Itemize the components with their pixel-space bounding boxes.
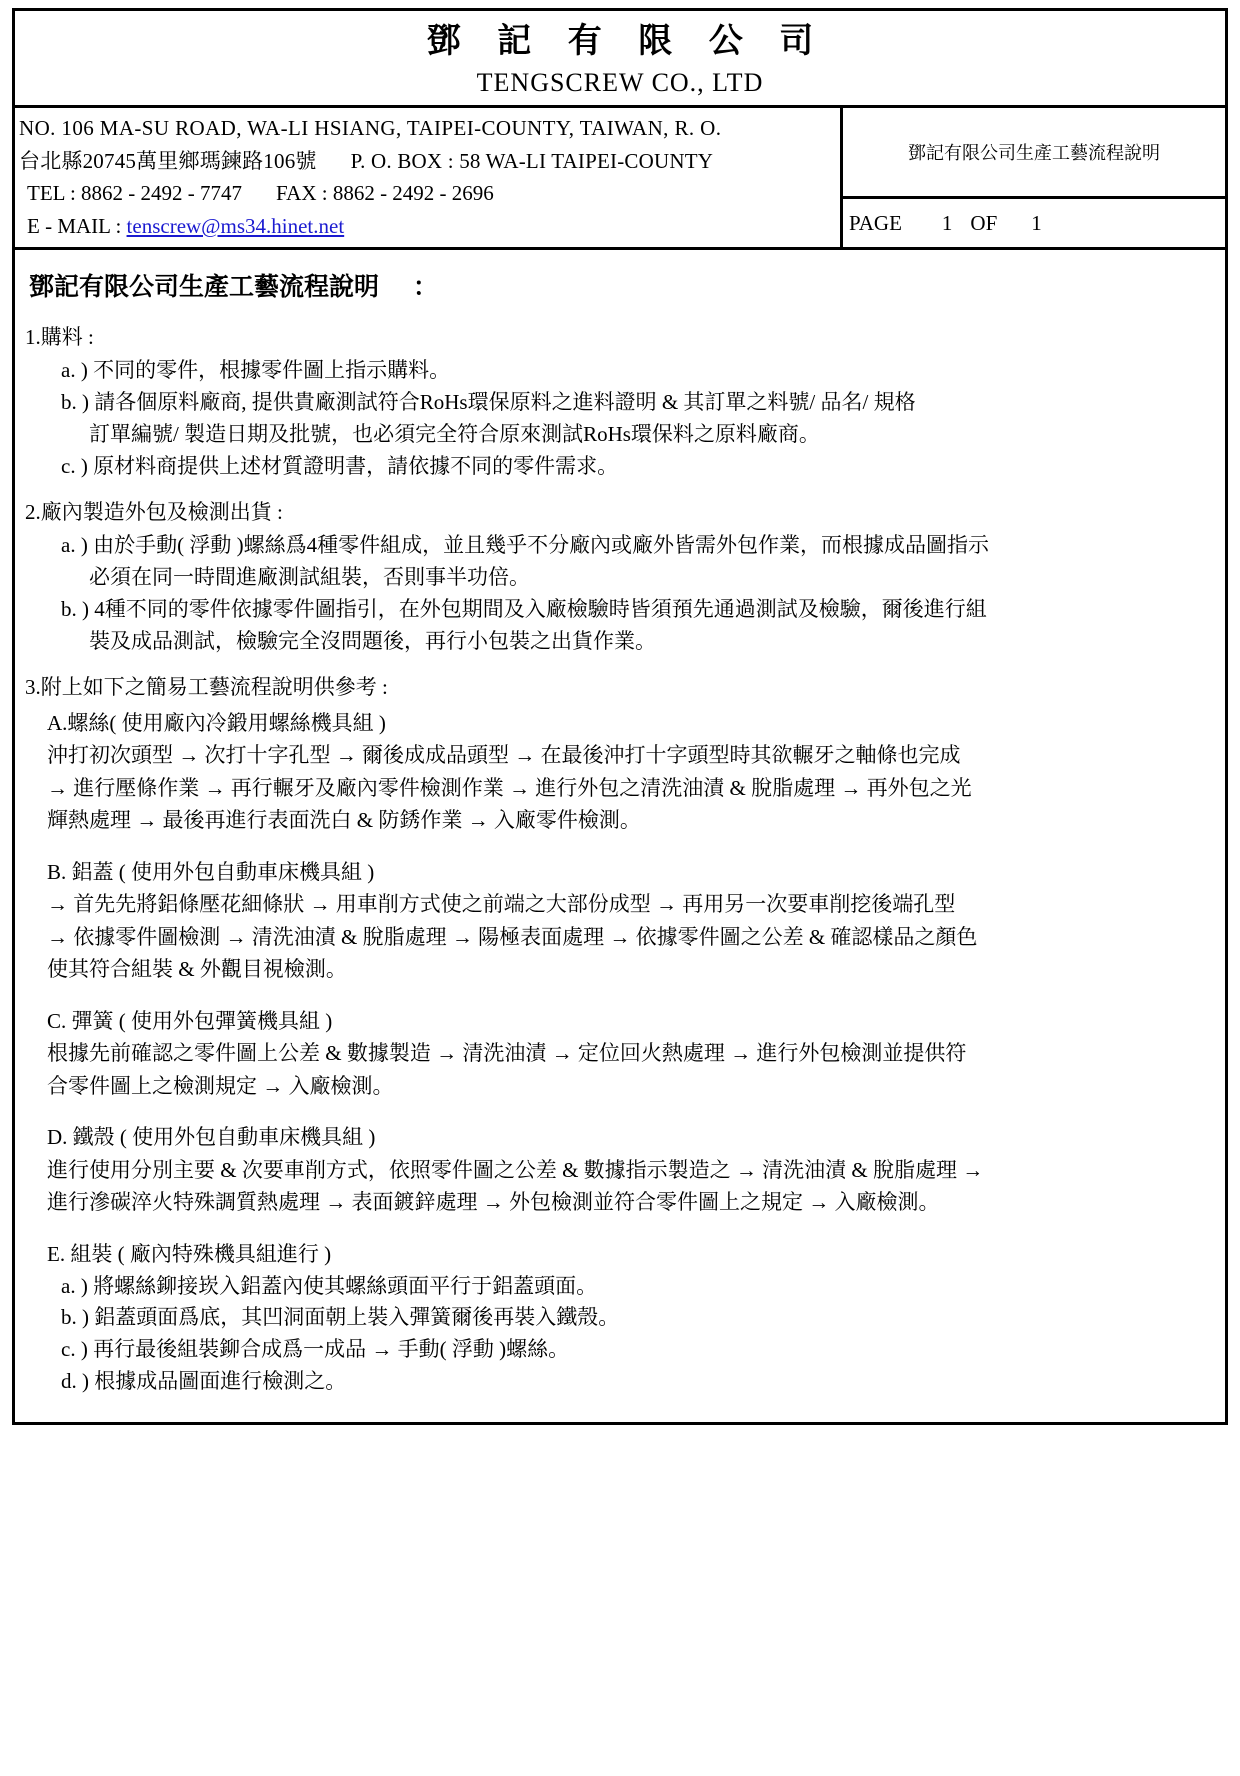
section-heading: 2.廠內製造外包及檢測出貨 : bbox=[25, 499, 283, 524]
group-heading-screw: A.螺絲( 使用廠內冷鍛用螺絲機具組 ) bbox=[47, 710, 386, 735]
po-box: P. O. BOX : 58 WA-LI TAIPEI-COUNTY bbox=[350, 148, 714, 173]
document-body bbox=[15, 250, 1225, 1422]
item-text: 請各個原料廠商, 提供貴廠測試符合RoHs環保原料之進料證明 & 其訂單之料號/ 品名/ 規格 bbox=[94, 390, 916, 415]
company-name-chinese: 鄧 記 有 限 公 司 bbox=[426, 23, 828, 60]
flow-line: 輝熱處理 → 最後再進行表面洗白 & 防銹作業 → 入廠零件檢測。 bbox=[47, 808, 641, 833]
section-heading: 1.購料 : bbox=[25, 324, 94, 349]
item-label: a. ) bbox=[61, 533, 88, 558]
item-label: b. ) bbox=[61, 390, 89, 415]
email-link[interactable]: tenscrew@ms34.hinet.net bbox=[126, 213, 345, 238]
flow-line: 沖打初次頭型 → 次打十字孔型 → 爾後成成品頭型 → 在最後沖打十字頭型時其欲輾牙之軸條也完成 bbox=[47, 743, 961, 768]
address-chinese: 台北縣20745萬里鄉瑪鍊路106號 bbox=[19, 148, 317, 173]
document-info-block bbox=[840, 108, 1225, 247]
item-text-continued: 裝及成品測試，檢驗完全沒問題後，再行小包裝之出貨作業。 bbox=[89, 629, 656, 654]
item-label: d. ) bbox=[61, 1369, 89, 1394]
item-label: c. ) bbox=[61, 454, 88, 479]
list-item bbox=[25, 1366, 1211, 1398]
item-label: b. ) bbox=[61, 597, 89, 622]
item-text: 將螺絲鉚接崁入鋁蓋內使其螺絲頭面平行于鋁蓋頭面。 bbox=[93, 1273, 598, 1298]
section-manufacturing bbox=[25, 497, 1211, 658]
item-text: 再行最後組裝鉚合成爲一成品 → 手動( 浮動 )螺絲。 bbox=[93, 1337, 570, 1362]
item-text: 4種不同的零件依據零件圖指引，在外包期間及入廠檢驗時皆須預先通過測試及檢驗，爾後進行組 bbox=[94, 597, 987, 622]
page-title-text: 鄧記有限公司生產工藝流程說明 bbox=[29, 272, 380, 302]
spacer bbox=[25, 1102, 1211, 1118]
item-label: b. ) bbox=[61, 1305, 89, 1330]
page-total: 1 bbox=[1031, 210, 1042, 235]
address-english: NO. 106 MA-SU ROAD, WA-LI HSIANG, TAIPEI-COUNTY, TAIWAN, R. O. bbox=[19, 116, 722, 141]
item-text: 原材料商提供上述材質證明書，請依據不同的零件需求。 bbox=[93, 454, 619, 479]
list-item bbox=[25, 1334, 1211, 1366]
flow-line: 使其符合組裝 & 外觀目視檢測。 bbox=[47, 957, 347, 982]
group-heading-steel-shell: D. 鐵殼 ( 使用外包自動車床機具組 ) bbox=[47, 1125, 376, 1150]
flow-line: 進行滲碳淬火特殊調質熱處理 → 表面鍍鋅處理 → 外包檢測並符合零件圖上之規定 → 入廠檢測。 bbox=[47, 1190, 940, 1215]
document-title-box: 鄧記有限公司生產工藝流程說明 bbox=[908, 143, 1160, 165]
list-item bbox=[25, 451, 1211, 483]
spacer bbox=[25, 837, 1211, 853]
list-item bbox=[25, 1302, 1211, 1334]
company-name-english: TENGSCREW CO., LTD bbox=[476, 67, 764, 97]
flow-line: → 首先先將鋁條壓花細條狀 → 用車削方式使之前端之大部份成型 → 再用另一次要車削挖後端孔型 bbox=[47, 892, 956, 917]
flow-line: 合零件圖上之檢測規定 → 入廠檢測。 bbox=[47, 1073, 394, 1098]
spacer bbox=[25, 1219, 1211, 1235]
section-heading: 3.附上如下之簡易工藝流程說明供參考 : bbox=[25, 675, 388, 700]
address-line-chinese bbox=[19, 145, 840, 178]
page-title bbox=[29, 268, 1211, 306]
page-number: 1 bbox=[941, 210, 953, 235]
group-heading-aluminum-cap: B. 鋁蓋 ( 使用外包自動車床機具組 ) bbox=[47, 859, 375, 884]
item-label: a. ) bbox=[61, 1273, 88, 1298]
item-label: c. ) bbox=[61, 1337, 88, 1362]
item-label: a. ) bbox=[61, 358, 88, 383]
group-heading-spring: C. 彈簧 ( 使用外包彈簧機具組 ) bbox=[47, 1008, 333, 1033]
item-text: 不同的零件，根據零件圖上指示購料。 bbox=[93, 358, 451, 383]
flow-line: 進行使用分別主要 & 次要車削方式，依照零件圖之公差 & 數據指示製造之 → 清洗油漬 & 脫脂處理 → bbox=[47, 1157, 984, 1182]
flow-line: 根據先前確認之零件圖上公差 & 數據製造 → 清洗油漬 → 定位回火熱處理 → 進行外包檢測並提供符 bbox=[47, 1041, 967, 1066]
page-title-colon: ： bbox=[413, 272, 439, 302]
contact-info-table bbox=[15, 108, 1225, 247]
item-text-continued: 訂單編號/ 製造日期及批號，也必須完全符合原來測試RoHs環保料之原料廠商。 bbox=[89, 422, 820, 447]
list-item bbox=[25, 530, 1211, 594]
page-label: PAGE bbox=[849, 210, 902, 235]
list-item bbox=[25, 594, 1211, 658]
email-label: E - MAIL : bbox=[27, 213, 122, 238]
section-process-flow bbox=[25, 672, 1211, 1398]
spacer bbox=[25, 986, 1211, 1002]
item-text: 鋁蓋頭面爲底，其凹洞面朝上裝入彈簧爾後再裝入鐵殼。 bbox=[94, 1305, 620, 1330]
document-frame bbox=[12, 8, 1228, 1425]
page-indicator bbox=[843, 196, 1225, 247]
telephone: TEL : 8862 - 2492 - 7747 bbox=[27, 181, 243, 206]
group-heading-assembly: E. 組裝 ( 廠內特殊機具組進行 ) bbox=[47, 1242, 332, 1267]
email-line bbox=[19, 210, 840, 243]
flow-line: → 依據零件圖檢測 → 清洗油漬 & 脫脂處理 → 陽極表面處理 → 依據零件圖之公差 & 確認樣品之顏色 bbox=[47, 924, 978, 949]
item-text: 由於手動( 浮動 )螺絲爲4種零件組成，並且幾乎不分廠內或廠外皆需外包作業，而根據成品圖指示 bbox=[93, 533, 990, 558]
section-purchasing bbox=[25, 322, 1211, 483]
contact-info-block bbox=[15, 108, 840, 247]
item-text: 根據成品圖面進行檢測之。 bbox=[94, 1369, 347, 1394]
item-text-continued: 必須在同一時間進廠測試組裝，否則事半功倍。 bbox=[89, 565, 530, 590]
flow-line: → 進行壓條作業 → 再行輾牙及廠內零件檢測作業 → 進行外包之清洗油漬 & 脫脂處理 → 再外包之光 bbox=[47, 775, 972, 800]
page-of-label: OF bbox=[970, 210, 998, 235]
list-item bbox=[25, 355, 1211, 387]
list-item bbox=[25, 387, 1211, 451]
phone-line bbox=[19, 177, 840, 210]
list-item bbox=[25, 1271, 1211, 1303]
fax: FAX : 8862 - 2492 - 2696 bbox=[276, 181, 494, 206]
letterhead bbox=[15, 11, 1225, 105]
